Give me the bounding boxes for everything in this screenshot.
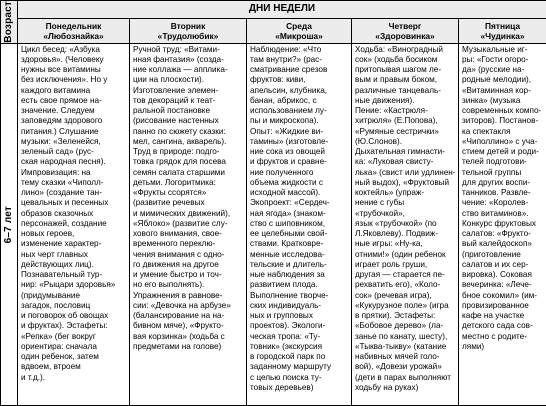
days-of-week-header: ДНИ НЕДЕЛИ (18, 1, 546, 19)
activity-cell-thursday (352, 43, 459, 405)
header-row-day-names (1, 18, 546, 43)
day-theme: «Микроша» (275, 30, 323, 41)
age-header-label: Возраст (2, 1, 14, 43)
day-name: Среда (286, 20, 312, 31)
day-header-wednesday (247, 18, 352, 43)
age-group-label: 6–7 лет (2, 205, 14, 244)
day-name: Вторник (170, 20, 206, 31)
day-name: Пятница (484, 20, 521, 31)
day-header-thursday (352, 18, 459, 43)
activity-cell-tuesday (130, 43, 247, 405)
day-name: Понедельник (45, 20, 102, 31)
activity-text: Ручной труд: «Витами- нная фантазия» (созда- ние коллажа — апплика- ции на плоскости). Изготовление элемен- тов декораций к теат- ральной постановке (рисование настенных панно по сюжету сказки: мел, сангина, акварель). Труд в природе: подго- товка грядок для посева семян салата старшими детьми. Логоритмика: «Фрукты ссорятся» (развитие речевых и мимических движений), «Яблоко» (развитие слу- хового внимания, свое- временного переклю- чения внимания с одно- го движения на другое и умение быстро и точ- но его выполнять). Упражнения в равнове- сии: «Девочка на арбузе» (балансирование на на- бивном мяче), «Фрукто- вая корзинка» (ходьба с предметами на голове) (133, 44, 231, 351)
day-header-monday (18, 18, 130, 43)
activity-cell-friday (459, 43, 546, 405)
activity-text: Цикл бесед: «Азбука здоровья». (Человеку нужны все витамины без исключения». Но у каждого витамина есть свое прямое на- значение. Следуем заповедям здорового питания.) Слушание музыки: «Зеленейся, зеленый сад» (рус- ская народная песня). Импровизация: на тему сказки «Чиполл- лино» (создание тан- цевальных и песенных образов сказочных персонажей, создание новых героев, изменение характер- ных черт главных действующих лиц). Познавательный тур- нир: «Рыцари здоровья» (придумывание загадок, пословиц и поговорок об овощах и фруктах). Эстафеты: «Репка» (бег вокруг ориентира: сначала один ребенок, затем вдвоем, втроем и т.д.). (21, 44, 116, 382)
age-group-cell (1, 43, 18, 405)
day-theme: «Трудолюбик» (157, 30, 219, 41)
activity-cell-monday (18, 43, 130, 405)
day-theme: «Любознайка» (43, 30, 104, 41)
day-name: Четверг (388, 20, 422, 31)
day-header-tuesday (130, 18, 247, 43)
day-theme: «Здоровинка» (375, 30, 435, 41)
day-theme: «Чудинка» (480, 30, 525, 41)
header-row-days (1, 1, 546, 19)
table-row (1, 43, 546, 405)
activity-text: Ходьба: «Виноградный сок» (ходьба босиком притопывая шагом ле- вым и правым боком, различные танцеваль- ные движения). Пение: «Кастрюля- хитрюля» (Е.Попова), «Румяные сестрички» (Ю.Слонов). Дыхательная гимнасти- ка: «Луковая свисту- лька» (свист или удлинен- ный выдох), «Фруктовый коктейль» (упраж- нение с губы «трубочкой», язык «трубочкой» (по Л.Яковлеву). Подвиж- ные игры: «Ну-ка, отними!» (один ребенок играет роль груши, другая — старается пе- рехватить его), «Коло- сок» (речевая игра), «Кукурузное поле» (игра в прятки). Эстафеты: «Бобовое дерево» (ла- занье по канату, шесту), «Тыква-тыкву» (катание набивных мячей голо- вой), «Довези урожай» (дети в парах выполняют ходьбу на руках) (355, 44, 456, 392)
activity-text: Музыкальные иг- ры: «Гости огоро- да» (русские на- родные мелодии), «Витаминная кор- зинка» (музыка современных компо- зиторов). Постанов- ка спектакля «Чиполлино» с уча- стием детей и роди- телей подготови- тельной группы для других воспи- танников. Развле- чение: «Королев- ство витаминов». Конкурс фруктовых салатов: «Фрукто- вый калейдоскоп» (приготовление салатов и их сер- вировка). Соковая вечеринка: «Лече- бное сокомил» (им- провизированное кафе на участке детского сада сов- местно с родите- лями) (462, 44, 542, 351)
activity-text: Наблюдение: «Что там внутри?» (рас- сматривание срезов фруктов: киви, апельсин, клубника, банан, абрикос, с использованием лу- пы и микроскопа). Опыт: «Жидкие ви- тамины» (изготовле- ние сока из овощей и фруктов и сравне- ние полученного объема жидкости с исходной массой). Экопроект: «Сердеч- ная ягода» (знаком- ство с шиповником, ее целебными свой- ствами. Кратковре- менные исследова- тельские и длитель- ные наблюдения за развитием плода. Выполнение творче- ских индивидуаль- ных и групповых проектов). Экологи- ческая тропа: «Ту- товник» (экскурсия в городской парк по заданному маршруту с целью поиска ту- товых деревьев) (250, 44, 332, 392)
day-header-friday (459, 18, 546, 43)
age-column-header (1, 1, 18, 44)
activity-cell-wednesday (247, 43, 352, 405)
